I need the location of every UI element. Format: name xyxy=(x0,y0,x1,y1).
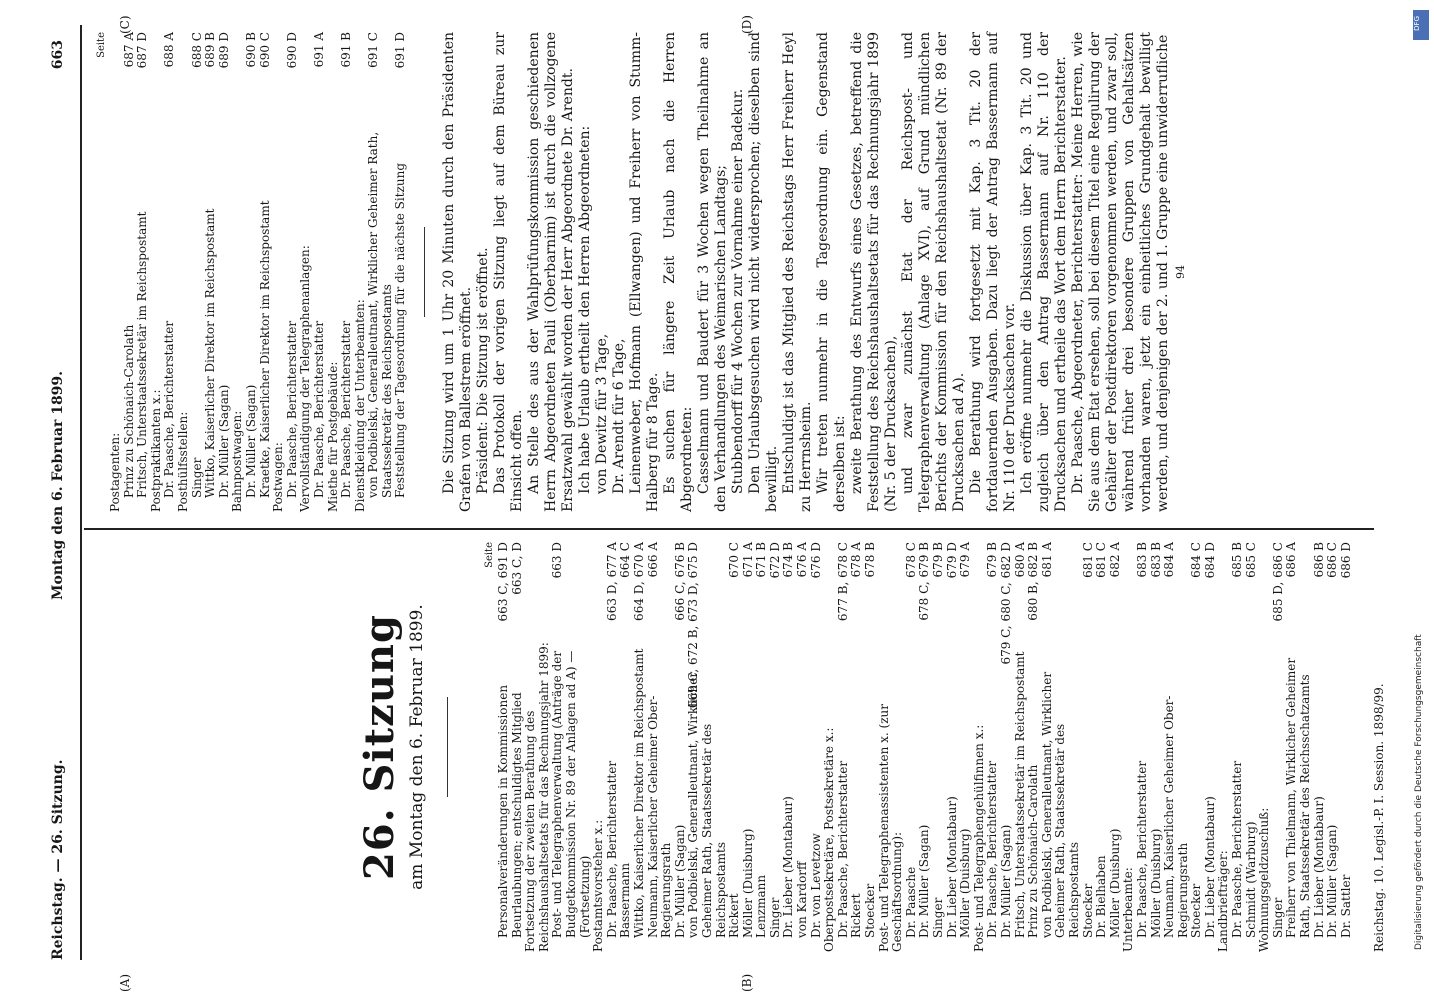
entry-text: Postwagen: xyxy=(271,442,286,512)
entry-text: Post- und Telegraphenassistenten x. (zur Geschäftsordnung): xyxy=(876,704,905,952)
contents-entry xyxy=(1041,542,1082,952)
entry-text: Dr. Lieber (Montabaur) xyxy=(944,796,959,938)
contents-entry xyxy=(728,542,742,952)
entry-text: Wohnungsgeldzuschuß: xyxy=(1257,807,1272,952)
entry-text: Dr. Paasche, Berichterstatter xyxy=(985,760,1000,938)
entry-text: Dr. Paasche, Berichterstatter xyxy=(284,320,299,498)
entry-text: Möller (Duisburg) xyxy=(1107,828,1122,938)
entry-page-ref: 664 D, 670 A xyxy=(631,542,646,621)
entry-text: Dr. Müller (Sagan) xyxy=(998,824,1013,938)
proceedings-paragraph: Dr. Paasche, Abgeordneter, Berichterstatter: Meine Herren, wie Sie aus dem Etat ersehen, soll bei diesem Titel eine Regulirung der Gehälter der Postdirektoren vorgenommen werden, und zwar soll, während früher drei besondere Gruppen von Gehaltsätzen vorhanden waren, jetzt ein einheitliches Grundgehalt bewilligt werden, und denjenigen der 2. und 1. Gruppe eine unwiderrufliche xyxy=(1070,32,1172,512)
contents-entry xyxy=(1326,542,1340,952)
contents-entry xyxy=(123,32,137,512)
entry-text: Dr. Müller (Sagan) xyxy=(216,384,231,498)
entry-page-ref: 690 D xyxy=(284,32,299,69)
contents-entry xyxy=(864,542,878,952)
contents-entry xyxy=(1163,542,1190,952)
footer xyxy=(1372,542,1386,952)
entry-text: Dr. Paasche, Berichterstatter xyxy=(311,320,326,498)
contents-entry xyxy=(986,542,1000,952)
entry-page-ref: 687 D xyxy=(135,32,150,69)
proceedings-paragraph: Das Protokoll der vorigen Sitzung liegt auf dem Büreau zur Einsicht offen. xyxy=(492,32,526,512)
entry-text: Prinz zu Schönaich-Carolath xyxy=(1026,764,1041,938)
header-page-number: 663 xyxy=(50,40,66,70)
entry-text: Dr. Müller (Sagan) xyxy=(243,384,258,498)
contents-entry xyxy=(1122,542,1136,952)
contents-entry xyxy=(1190,542,1204,952)
seite-label: Seite xyxy=(96,32,107,58)
proceedings-paragraph: von Dewitz für 3 Tage, xyxy=(594,333,611,494)
contents-entry xyxy=(1313,542,1327,952)
entry-text: Stoecker xyxy=(863,883,878,938)
entry-page-ref: 686 A xyxy=(1284,542,1299,578)
contents-entry xyxy=(1245,542,1259,952)
entry-page-ref: 676 D xyxy=(808,542,823,579)
entry-page-ref: 666 A xyxy=(645,542,660,578)
contents-entry xyxy=(1109,542,1123,952)
contents-entry xyxy=(674,542,688,952)
dfg-strip xyxy=(1412,10,1430,990)
left-column xyxy=(96,542,1396,952)
contents-entry xyxy=(1150,542,1164,952)
entry-page-ref: 688 A xyxy=(162,32,177,68)
contents-entry xyxy=(1095,542,1109,952)
entry-text: Vervollständigung der Telegraphenanlagen: xyxy=(298,245,313,512)
entry-page-ref: 671 A xyxy=(740,542,755,578)
entry-page-ref: 684 A xyxy=(1162,542,1177,578)
entry-text: Dr. Lieber (Montabaur) xyxy=(781,796,796,938)
entry-text: Dr. Paasche, Berichterstatter xyxy=(162,320,177,498)
contents-entry xyxy=(1258,542,1272,952)
contents-entry xyxy=(755,542,769,952)
entry-text: Miethe für Postgebäude: xyxy=(325,361,340,512)
entry-text: Oberpostsekretäre, Postsekretäre x.: xyxy=(822,727,837,952)
proceedings-paragraph: Die Berathung wird fortgesetzt mit Kap. 3 Tit. 20 der fortdauernden Ausgaben. Dazu liegt der Antrag Bassermann auf Nr. 110 der Drucksachen vor. xyxy=(968,32,1019,512)
entry-page-ref: 682 A xyxy=(1107,542,1122,578)
entry-page-ref: 683 B xyxy=(1148,542,1163,578)
contents-entry xyxy=(1082,542,1096,952)
entry-page-ref: 686 B xyxy=(1311,542,1326,578)
entry-page-ref: 663 D, 677 A xyxy=(604,542,619,621)
entry-text: Post- und Telegraphenverwaltung (Anträge der Budgetkommission Nr. 89 der Anlagen ad A) — (Fortsetzung) xyxy=(550,650,592,938)
contents-entry xyxy=(1204,542,1218,952)
entry-page-ref: 678 B xyxy=(863,542,878,578)
entry-page-ref: 691 A xyxy=(311,32,326,68)
contents-entry xyxy=(959,542,973,952)
proceedings-paragraph: Casselmann und Baudert für 3 Wochen wegen Theilnahme an den Verhandlungen des Weimarischen Landtags; xyxy=(696,32,730,512)
contents-entry xyxy=(1014,542,1028,952)
entry-page-ref: 670 C xyxy=(727,542,742,578)
entry-page-ref: 681 C xyxy=(1080,542,1095,578)
contents-entry xyxy=(551,542,592,952)
title-rule xyxy=(447,697,448,797)
entry-page-ref: 687 A xyxy=(121,32,136,68)
entry-page-ref: 679 B xyxy=(985,542,1000,578)
entry-text: Dr. Paasche, Berichterstatter xyxy=(835,760,850,938)
contents-entry xyxy=(497,542,511,952)
entry-page-ref: 666 C, 676 B xyxy=(672,542,687,621)
entry-page-ref: 680 B, 682 B xyxy=(1026,542,1041,621)
contents-entry xyxy=(606,542,620,952)
proceedings-paragraph: Wir treten nunmehr in die Tagesordnung ein. Gegenstand derselben ist: xyxy=(815,32,849,512)
entry-text: Kraetke, Kaiserlicher Direktor im Reichspostamt xyxy=(257,200,272,498)
entry-page-ref: 671 B xyxy=(754,542,769,578)
contents-entry xyxy=(231,32,245,512)
entry-page-ref: 676 A xyxy=(795,542,810,578)
contents-entry xyxy=(1027,542,1041,952)
contents-entry xyxy=(1136,542,1150,952)
entry-text: Prinz zu Schönaich-Carolath xyxy=(121,324,136,498)
entry-page-ref: 679 B xyxy=(931,542,945,578)
entry-text: Freiherr von Thielmann, Wirklicher Geheimer Rath, Staatssekretär des Reichsschatzamts xyxy=(1284,657,1313,938)
entry-text: Bahnpostwagen: xyxy=(230,410,245,512)
contents-entry xyxy=(1217,542,1231,952)
entry-text: Singer xyxy=(767,897,782,938)
entry-page-ref: 691 B xyxy=(339,32,354,68)
contents-entry xyxy=(1285,542,1312,952)
entry-text: Dr. Müller (Sagan) xyxy=(1325,824,1340,938)
entry-page-ref: 672 D xyxy=(767,542,782,579)
entry-text: Landbriefträger: xyxy=(1216,850,1231,952)
entry-text: Dr. Müller (Sagan) xyxy=(672,824,687,938)
contents-entry xyxy=(769,542,783,952)
proceedings-paragraph: Es suchen für längere Zeit Urlaub nach die Herren Abgeordneten: xyxy=(662,32,696,512)
entry-page-ref: 677 B, 678 C xyxy=(835,542,850,622)
contents-entry xyxy=(272,32,286,512)
seite-label: Seite xyxy=(484,542,495,568)
contents-entry xyxy=(354,32,368,512)
contents-entry xyxy=(878,542,905,952)
contents-entry xyxy=(810,542,824,952)
entry-text: Stoecker xyxy=(1189,883,1204,938)
dfg-credit: Digitalisierung gefördert durch die Deutsche Forschungsgemeinschaft xyxy=(1414,634,1424,950)
contents-entry xyxy=(905,542,919,952)
entry-page-ref: 663 C, D xyxy=(509,542,524,595)
entry-page-ref: 688 C xyxy=(189,32,204,68)
entry-page-ref: 685 D, 686 C xyxy=(1270,542,1285,622)
contents-entry xyxy=(647,542,674,952)
entry-text: Dienstkleidung der Unterbeamten: xyxy=(352,299,367,512)
entry-page-ref: 686 C xyxy=(1325,542,1340,578)
contents-entry xyxy=(150,32,164,512)
contents-entry xyxy=(850,542,864,952)
entry-page-ref: 681 C xyxy=(1094,542,1109,578)
entry-text: Postagenten: xyxy=(108,432,122,512)
entry-page-ref: 678 C, 679 B xyxy=(917,542,932,621)
entry-text: Dr. Paasche, Berichterstatter xyxy=(1230,760,1245,938)
entry-text: Möller (Duisburg) xyxy=(740,828,755,938)
proceedings-paragraph: Ich habe Urlaub ertheilt den Herren Abgeordneten: xyxy=(577,125,594,494)
proceedings-paragraph: Präsident: Die Sitzung ist eröffnet. xyxy=(475,247,492,494)
entry-text: Singer xyxy=(1270,897,1285,938)
entry-text: Schmidt (Warburg) xyxy=(1243,821,1258,938)
contents-entry xyxy=(340,32,354,512)
contents-entry xyxy=(973,542,987,952)
proceedings-paragraph: Leinenweber, Hofmann (Ellwangen) und Freiherr von Stumm-Halberg für 8 Tage. xyxy=(628,32,662,512)
entry-text: Möller (Duisburg) xyxy=(958,828,973,938)
entry-text: Möller (Duisburg) xyxy=(1148,828,1163,938)
entry-text: Dr. Lieber (Montabaur) xyxy=(1202,796,1217,938)
contents-entry xyxy=(633,542,647,952)
entry-page-ref: 684 D xyxy=(1202,542,1217,579)
entry-page-ref: 684 C xyxy=(1189,542,1204,578)
proceedings-paragraph: Entschuldigt ist das Mitglied des Reichstags Herr Freiherr Heyl zu Herrnsheim. xyxy=(781,32,815,512)
entry-page-ref: 678 C xyxy=(903,542,918,578)
entry-page-ref: 669 C, 672 B, 673 D, 675 D xyxy=(686,542,701,709)
contents-entry xyxy=(782,542,796,952)
entry-text: Dr. Lieber (Montabaur) xyxy=(1311,796,1326,938)
entry-page-ref: 680 A xyxy=(1012,542,1027,578)
proceedings-paragraph: Stubbendorff für 4 Wochen zur Vornahme einer Badekur. xyxy=(730,88,747,494)
contents-entry xyxy=(218,32,232,512)
entry-page-ref: 691 D xyxy=(393,32,408,69)
entry-page-ref: 685 C xyxy=(1243,542,1258,578)
column-divider xyxy=(84,528,1374,530)
contents-list xyxy=(109,32,408,512)
header-rule xyxy=(80,25,82,960)
contents-entry xyxy=(191,32,205,512)
entry-text: von Kardorff xyxy=(795,861,810,938)
entry-text: Wittko, Kaiserlicher Direktor im Reichspostamt xyxy=(203,208,218,498)
contents-entry xyxy=(742,542,756,952)
margin-marker-a: (A) xyxy=(118,973,132,992)
entry-page-ref: 663 C, 691 D xyxy=(496,542,510,622)
entry-text: Bassermann xyxy=(618,862,633,938)
proceedings-paragraph: Den Urlaubsgesuchen wird nicht widersprochen; dieselben sind bewilligt. xyxy=(747,32,781,512)
entry-page-ref: 691 C xyxy=(366,32,381,68)
header-center: Montag den 6. Februar 1899. xyxy=(50,370,66,600)
entry-text: Posthülfsstellen: xyxy=(175,411,190,512)
entry-text: Dr. Paasche xyxy=(903,866,918,938)
entry-text: Dr. Sattler xyxy=(1338,874,1353,938)
entry-text: Personalveränderungen in Kommissionen xyxy=(496,684,510,938)
entry-text: Postamtsvorsteher x.: xyxy=(591,819,606,952)
contents-entry xyxy=(837,542,851,952)
contents-entry xyxy=(932,542,946,952)
signature-mark: 94 xyxy=(1174,265,1188,279)
entry-page-ref: 690 B xyxy=(243,32,258,68)
contents-entry xyxy=(1000,542,1014,952)
margin-marker-d: (D) xyxy=(740,15,754,34)
proceedings-paragraph: Die Sitzung wird um 1 Uhr 20 Minuten durch den Präsidenten Grafen von Ballestrem eröffnet. xyxy=(441,32,475,512)
contents-entry xyxy=(136,32,150,512)
proceedings-paragraph: An Stelle des aus der Wahlprüfungskommission geschiedenen Herrn Abgeordneten Pauli (Oberbarnim) ist durch die vollzogene Ersatzwahl gewählt worden der Herr Abgeordnete Dr. Arendt. xyxy=(526,32,577,512)
entry-page-ref: 679 D xyxy=(944,542,959,579)
entry-page-ref: 679 A xyxy=(958,542,973,578)
entry-text: Unterbeamte: xyxy=(1121,867,1136,952)
entry-page-ref: 685 B xyxy=(1230,542,1245,578)
contents-entry xyxy=(918,542,932,952)
entry-text: Lenzmann xyxy=(754,874,769,938)
entry-text: Dr. von Levetzow xyxy=(808,833,823,938)
contents-entry xyxy=(619,542,633,952)
contents-entry xyxy=(1231,542,1245,952)
contents-entry xyxy=(313,32,327,512)
entry-text: Dr. Bielhaben xyxy=(1094,855,1109,938)
contents-entry xyxy=(1340,542,1354,952)
contents-entry xyxy=(394,32,408,512)
entry-text: Postpraktikanten x.: xyxy=(148,389,163,512)
running-header xyxy=(50,40,72,960)
entry-text: Rickert xyxy=(727,893,742,938)
entry-text: Singer xyxy=(931,897,945,938)
entry-text: von Podbielski, Generalleutnant, Wirklicher Geheimer Rath, Staatssekretär des Reichspostamts xyxy=(366,131,394,498)
entry-text: Fritsch, Unterstaatssekretär im Reichspostamt xyxy=(1012,651,1027,938)
entry-page-ref: 681 A xyxy=(1039,542,1054,578)
dfg-logo: DFG xyxy=(1413,10,1429,40)
entry-text: Dr. Paasche, Berichterstatter xyxy=(339,320,354,498)
entry-text: von Podbielski, Generalleutnant, Wirklicher Geheimer Rath, Staatssekretär des Reichspostamts xyxy=(686,671,728,938)
entry-text: Dr. Paasche, Berichterstatter xyxy=(1134,760,1149,938)
entry-text: Wittko, Kaiserlicher Direktor im Reichspostamt xyxy=(631,648,646,938)
entry-text: Stoecker xyxy=(1080,883,1095,938)
contents-entry xyxy=(327,32,341,512)
contents-entry xyxy=(109,32,123,512)
session-title: 26. Sitzung xyxy=(356,614,403,880)
contents-entry xyxy=(796,542,810,952)
entry-text: Neumann, Kaiserlicher Geheimer Ober-Regierungsrath xyxy=(1162,695,1190,938)
margin-marker-c: (C) xyxy=(118,15,132,34)
footer-left: Reichstag. 10. Legisl.-P. I. Session. 1898/99. xyxy=(1372,683,1386,952)
section-rule xyxy=(424,227,425,317)
contents-entry xyxy=(946,542,960,952)
proceedings-paragraph: und zwar zunächst Etat der Reichspost- und Telegraphenverwaltung (Anlage XVI), auf Grund mündlichen Berichts der Kommission für den Reichshaushaltsetat (Nr. 89 der Drucksachen ad A). xyxy=(900,32,968,512)
entry-page-ref: 664 C xyxy=(618,542,633,578)
proceedings-text xyxy=(441,32,1172,512)
entry-text: Neumann, Kaiserlicher Geheimer Ober-Regierungsrath xyxy=(645,695,674,938)
contents-list xyxy=(497,542,1353,952)
entry-page-ref: 663 D xyxy=(550,542,565,579)
proceedings-paragraph: Ich eröffne nunmehr die Diskussion über Kap. 3 Tit. 20 und zugleich über den Antrag Bassermann auf Nr. 110 der Drucksachen und ertheile das Wort dem Herrn Berichterstatter. xyxy=(1019,32,1070,512)
contents-entry xyxy=(592,542,606,952)
entry-page-ref: 683 B xyxy=(1134,542,1149,578)
contents-entry xyxy=(204,32,218,512)
contents-entry xyxy=(245,32,259,512)
entry-text: Post- und Telegraphengehülfinnen x.: xyxy=(971,724,986,952)
entry-text: Beurlaubungen; entschuldigtes Mitglied xyxy=(509,692,524,938)
contents-entry xyxy=(163,32,177,512)
entry-text: Dr. Paasche, Berichterstatter xyxy=(604,760,619,938)
entry-text: von Podbielski, Generalleutnant, Wirklicher Geheimer Rath, Staatssekretär des Reichspostamts xyxy=(1039,671,1081,938)
entry-text: Feststellung der Tagesordnung für die nächste Sitzung xyxy=(393,162,408,498)
entry-page-ref: 690 C xyxy=(257,32,272,68)
proceedings-paragraph: zweite Berathung des Entwurfs eines Gesetzes, betreffend die Feststellung des Reichshaushaltsetats für das Rechnungsjahr 1899 (Nr. 5 der Drucksachen), xyxy=(849,32,900,512)
contents-entry xyxy=(1272,542,1286,952)
contents-entry xyxy=(524,542,551,952)
entry-text: Rickert xyxy=(849,893,864,938)
entry-page-ref: 689 B xyxy=(203,32,218,68)
entry-page-ref: 674 B xyxy=(781,542,796,578)
contents-entry xyxy=(823,542,837,952)
entry-page-ref: 679 C, 680 C, 682 D xyxy=(998,542,1013,665)
entry-page-ref: 686 D xyxy=(1338,542,1353,579)
entry-page-ref: 689 D xyxy=(216,32,231,69)
contents-entry xyxy=(511,542,525,952)
entry-text: Fritsch, Unterstaatssekretär im Reichspostamt xyxy=(135,211,150,498)
proceedings-paragraph: Dr. Arendt für 6 Tage, xyxy=(611,338,628,494)
entry-page-ref: 678 A xyxy=(849,542,864,578)
contents-entry xyxy=(177,32,191,512)
right-column xyxy=(96,32,1396,512)
entry-text: Singer xyxy=(189,457,204,498)
entry-text: Dr. Müller (Sagan) xyxy=(917,824,932,938)
entry-text: Fortsetzung der zweiten Berathung des Reichshaushaltsetats für das Rechnungsjahr 1899: xyxy=(523,642,551,952)
contents-entry xyxy=(286,32,300,512)
contents-entry xyxy=(299,32,313,512)
margin-marker-b: (B) xyxy=(740,973,754,992)
header-left: Reichstag. — 26. Sitzung. xyxy=(50,759,66,960)
contents-entry xyxy=(687,542,728,952)
contents-entry xyxy=(367,32,394,512)
contents-entry xyxy=(259,32,273,512)
session-subtitle: am Montag den 6. Februar 1899. xyxy=(407,604,427,890)
